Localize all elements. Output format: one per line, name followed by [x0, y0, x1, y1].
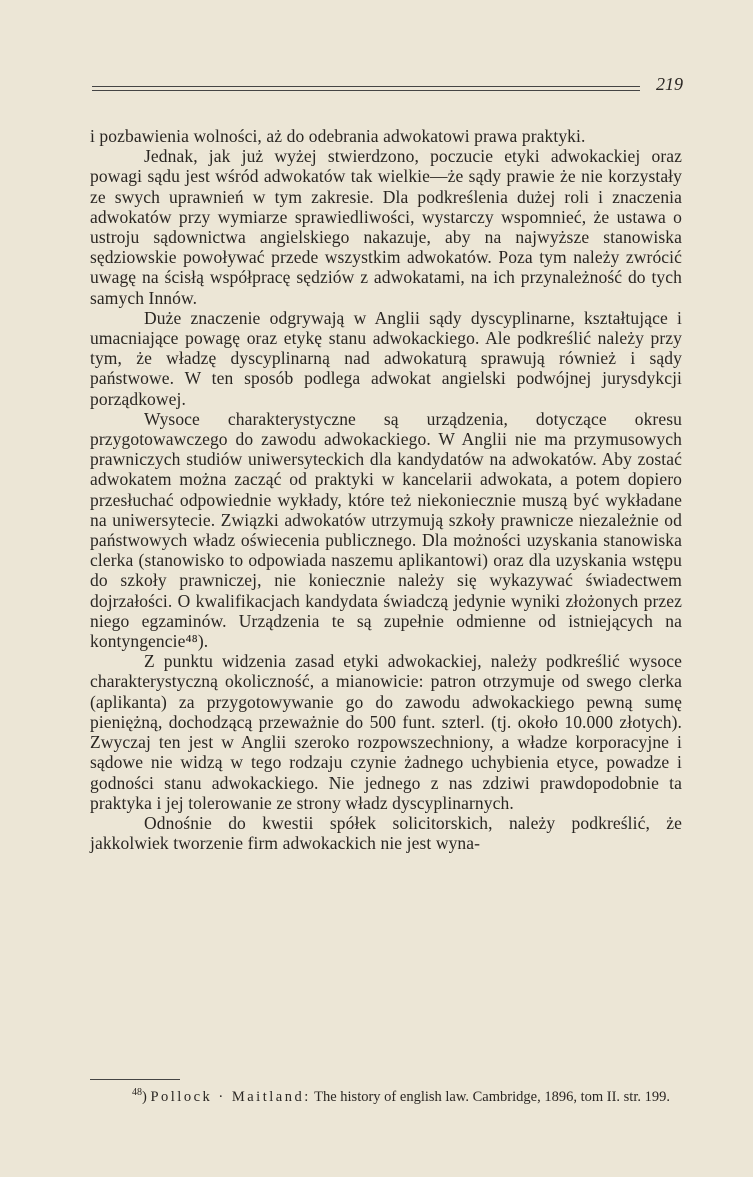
header-rule	[92, 86, 640, 91]
footnote-authors: Pollock · Maitland:	[150, 1088, 311, 1105]
paragraph: Jednak, jak już wyżej stwierdzono, poczucie etyki adwokackiej oraz powagi sądu jest wśród adwokatów tak wielkie—że sądy prawie że nie korzystały ze swych uprawnień w tym zakresie. Dla podkreślenia dużej roli i znaczenia adwokatów przy wymiarze sprawiedliwości, wystarczy wspomnieć, że ustawa o ustroju sądownictwa angielskiego nakazuje, aby na najwyższe stanowiska sędziowskie powoływać przede wszystkim adwokatów. Poza tym należy zwrócić uwagę na ścisłą współpracę sędziów z adwokatami, na ich przynależność do tych samych Innów.	[90, 146, 682, 308]
paragraph: Odnośnie do kwestii spółek solicitorskich, należy podkreślić, że jakkolwiek tworzenie firm adwokackich nie jest wyna-	[90, 812, 682, 854]
paragraph: Duże znaczenie odgrywają w Anglii sądy dyscyplinarne, kształtujące i umacniające powagę oraz etykę stanu adwokackiego. Ale podkreślić należy przy tym, że władzę dyscyplinarną nad adwokaturą sprawują również i sądy państwowe. W ten sposób podlega adwokat angielski podwójnej jurysdykcji porządkowej.	[90, 307, 682, 409]
footnote	[90, 1084, 680, 1106]
footnote-mark: 48	[132, 1087, 142, 1098]
paragraph: Z punktu widzenia zasad etyki adwokackiej, należy podkreślić wysoce charakterystyczną okoliczność, a mianowicie: patron otrzymuje od swego clerka (aplikanta) za przygotowywanie go do zawodu adwokackiego pewną sumę pieniężną, dochodzącą przeważnie do 500 funt. szterl. (tj. około 10.000 złotych). Zwyczaj ten jest w Anglii szeroko rozpowszechniony, a władze korporacyjne i sądowe nie widzą w tego rodzaju czynie żadnego uchybienia etyce, powadze i godności stanu adwokackiego. Nie jednego z nas zdziwi prawdopodobnie ta praktyka i jej tolerowanie ze strony władz dyscyplinarnych.	[90, 651, 682, 813]
page-number: 219	[656, 74, 683, 94]
body-text	[90, 126, 682, 853]
footnote-text: The history of english law. Cambridge, 1896, tom II. str. 199.	[314, 1088, 670, 1105]
paragraph: i pozbawienia wolności, aż do odebrania adwokatowi prawa praktyki.	[90, 126, 586, 146]
paragraph: Wysoce charakterystyczne są urządzenia, dotyczące okresu przygotowawczego do zawodu adwokackiego. W Anglii nie ma przymusowych prawniczych studiów uniwersyteckich dla kandydatów na adwokatów. Aby zostać adwokatem można zacząć od praktyki w kancelarii adwokata, a potem dopiero przesłuchać odpowiednie wykłady, które też niekoniecznie muszą być wykładane na uniwersytecie. Związki adwokatów utrzymują szkoły prawnicze niezależnie od państwowych władz oświecenia publicznego. Dla możności uzyskania stanowiska clerka (stanowisko to odpowiada naszemu aplikantowi) oraz dla uzyskania wstępu do szkoły prawniczej, nie koniecznie należy się wykazywać świadectwem dojrzałości. O kwalifikacjach kandydata świadczą jedynie wyniki złożonych przez niego egzaminów. Urządzenia te są zupełnie odmienne od istniejących na kontyngencie⁴⁸).	[90, 408, 682, 652]
footnote-rule	[90, 1079, 180, 1080]
footnote-paren: )	[142, 1088, 147, 1105]
